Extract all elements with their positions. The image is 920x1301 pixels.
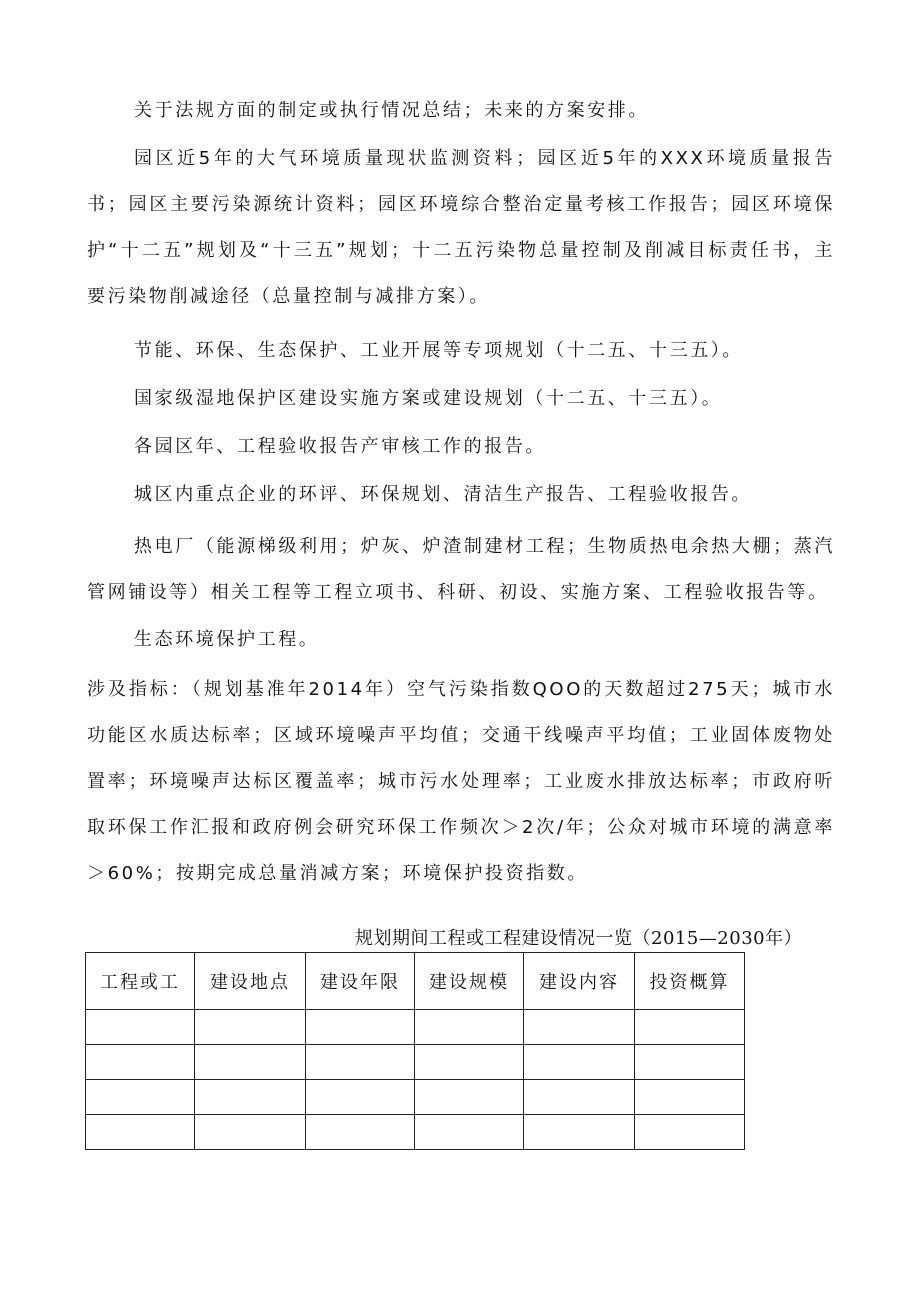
table-cell	[635, 1010, 745, 1045]
table-row	[86, 1010, 745, 1045]
table-cell	[635, 1115, 745, 1150]
table-cell	[524, 1115, 635, 1150]
paragraph-acceptance-reports: 各园区年、工程验收报告产审核工作的报告。	[134, 436, 546, 457]
table-cell	[415, 1115, 524, 1150]
table-cell	[86, 1010, 195, 1045]
paragraph-wetland-reserve: 国家级湿地保护区建设实施方案或建设规划（十二五、十三五）。	[134, 388, 723, 409]
header-investment: 投资概算	[635, 953, 745, 1010]
header-project: 工程或工	[86, 953, 195, 1010]
paragraph-thermal-power-plant: 热电厂（能源梯级利用；炉灰、炉渣制建材工程；生物质热电余热大棚；蒸汽管网铺设等）相关工程等工程立项书、科研、初设、实施方案、工程验收报告等。	[87, 536, 835, 603]
table-cell	[195, 1115, 306, 1150]
table-cell	[306, 1010, 415, 1045]
table-cell	[415, 1045, 524, 1080]
table-cell	[195, 1080, 306, 1115]
table-cell	[306, 1115, 415, 1150]
table-row	[86, 1045, 745, 1080]
paragraph-indicators: 涉及指标：（规划基准年2014年）空气污染指数QOO的天数超过275天；城市水功能区水质达标率；区域环境噪声平均值；交通干线噪声平均值；工业固体废物处置率；环境噪声达标区覆盖率；城市污水处理率；工业废水排放达标率；市政府听取环保工作汇报和政府例会研究环保工作频次＞2次/年；公众对城市环境的满意率＞60%；按期完成总量消减方案；环境保护投资指数。	[87, 679, 835, 884]
table-row	[86, 1080, 745, 1115]
table-cell	[306, 1045, 415, 1080]
table-cell	[524, 1045, 635, 1080]
table-cell	[86, 1080, 195, 1115]
paragraph-regulations-summary: 关于法规方面的制定或执行情况总结；未来的方案安排。	[134, 100, 649, 121]
table-header-row	[86, 953, 745, 1010]
header-period: 建设年限	[306, 953, 415, 1010]
table-cell	[306, 1080, 415, 1115]
table-cell	[415, 1080, 524, 1115]
table-cell	[635, 1080, 745, 1115]
header-scale: 建设规模	[415, 953, 524, 1010]
paragraph-special-plans: 节能、环保、生态保护、工业开展等专项规划（十二五、十三五）。	[134, 340, 743, 361]
table-cell	[195, 1045, 306, 1080]
project-table	[85, 952, 745, 1150]
table-cell	[195, 1010, 306, 1045]
paragraph-ecological-protection: 生态环境保护工程。	[134, 629, 320, 650]
header-content: 建设内容	[524, 953, 635, 1010]
table-cell	[415, 1010, 524, 1045]
table-cell	[86, 1115, 195, 1150]
table-caption: 规划期间工程或工程建设情况一览（2015—2030年）	[355, 928, 803, 949]
table-cell	[524, 1080, 635, 1115]
table-cell	[86, 1045, 195, 1080]
table-cell	[524, 1010, 635, 1045]
table-cell	[635, 1045, 745, 1080]
paragraph-key-enterprises: 城区内重点企业的环评、环保规划、清洁生产报告、工程验收报告。	[134, 484, 752, 505]
table-row	[86, 1115, 745, 1150]
header-location: 建设地点	[195, 953, 306, 1010]
paragraph-park-materials: 园区近5年的大气环境质量现状监测资料；园区近5年的XXX环境质量报告书；园区主要污染源统计资料；园区环境综合整治定量考核工作报告；园区环境保护“十二五”规划及“十三五”规划；十二五污染物总量控制及削减目标责任书，主要污染物削减途径（总量控制与减排方案）。	[87, 148, 835, 307]
